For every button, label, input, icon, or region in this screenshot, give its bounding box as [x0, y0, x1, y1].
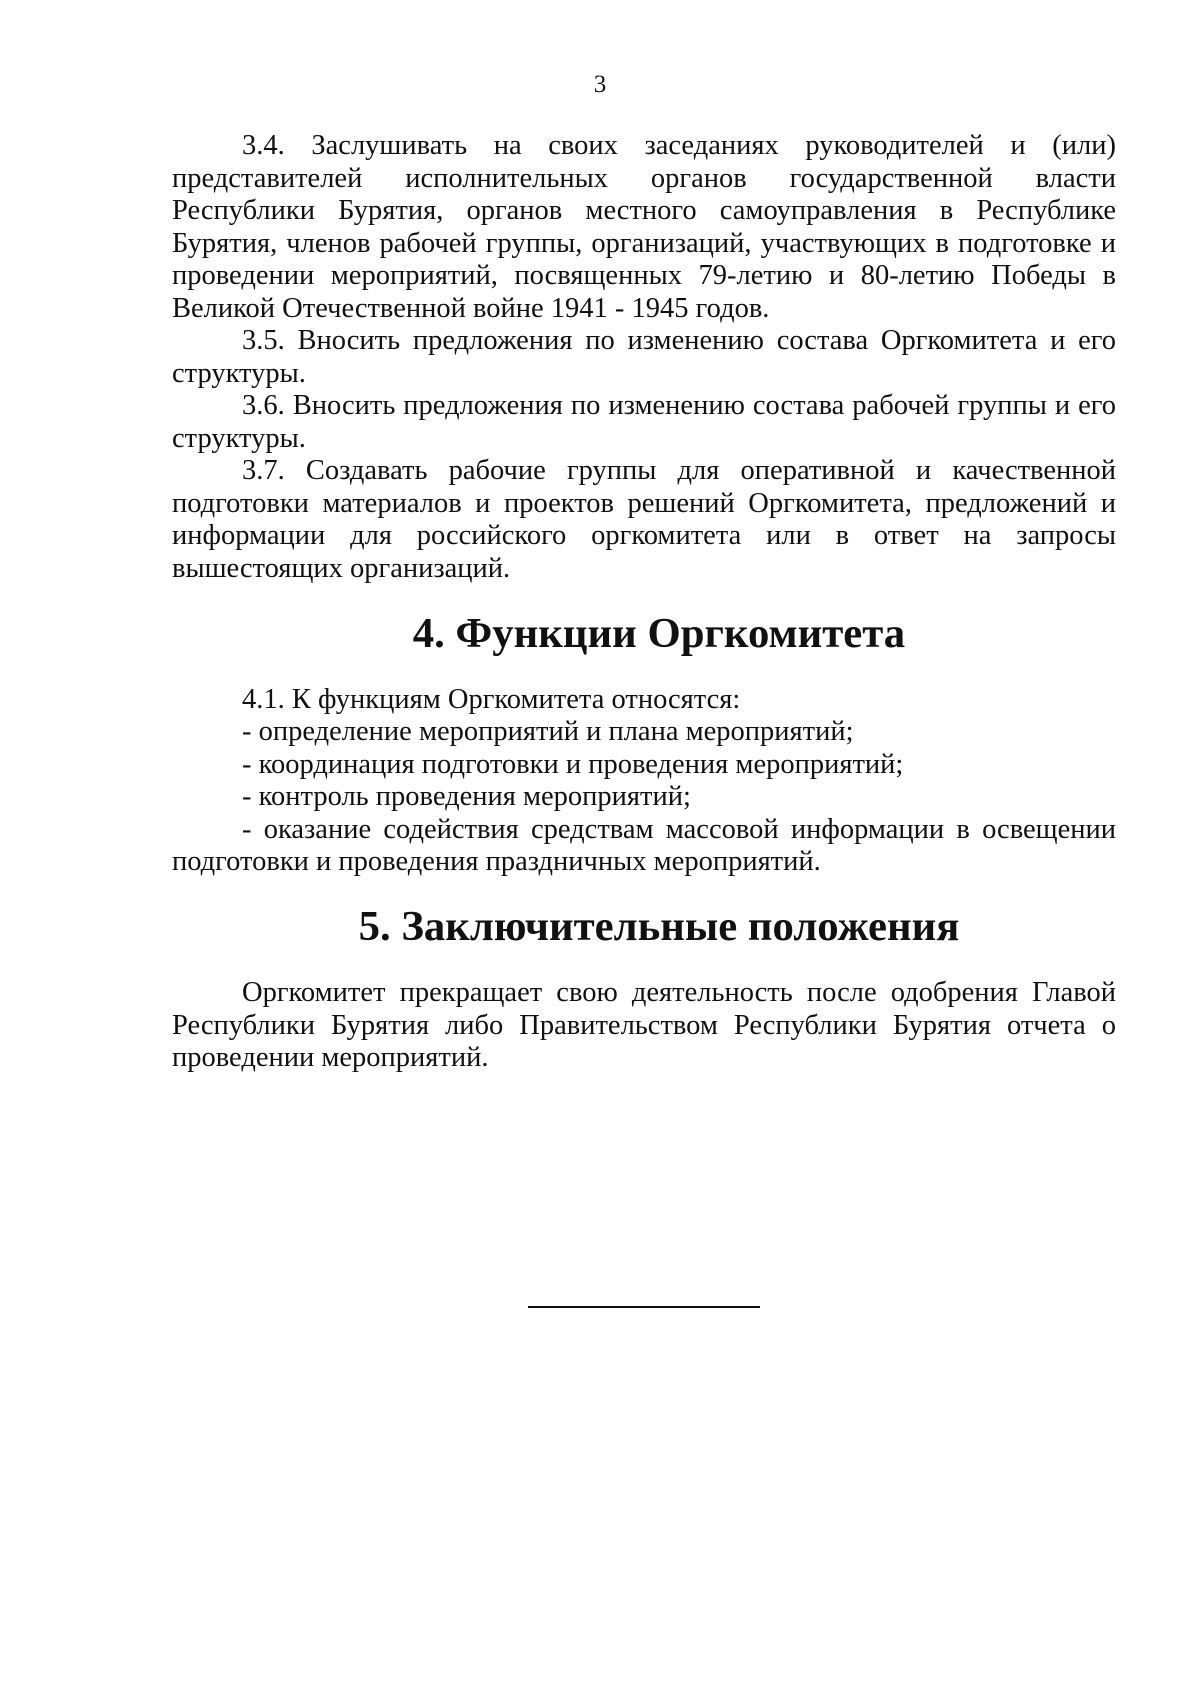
section-3-rights [172, 130, 1116, 585]
paragraph-3-6: 3.6. Вносить предложения по изменению состава рабочей группы и его структуры. [172, 390, 1116, 454]
section-4-functions [172, 684, 1116, 879]
document-body [172, 130, 1116, 1075]
paragraph-4-1: 4.1. К функциям Оргкомитета относятся: [242, 683, 741, 715]
section-5-heading: 5. Заключительные положения [358, 902, 960, 950]
end-divider-line [528, 1306, 760, 1308]
paragraph-3-4: 3.4. Заслушивать на своих заседаниях руководителей и (или) представителей исполнительных органов государственной власти Республики Бурятия, органов местного самоуправления в Республике Бурятия, членов рабочей группы, организаций, участвующих в подготовке и проведении мероприятий, посвященных 79-летию и 80-летию Победы в Великой Отечественной войне 1941 - 1945 годов. [172, 130, 1116, 324]
function-item: - определение мероприятий и плана мероприятий; [242, 716, 854, 747]
function-item: - координация подготовки и проведения мероприятий; [242, 748, 904, 780]
page-number: 3 [593, 71, 607, 98]
section-5-final [172, 977, 1116, 1075]
function-item: - оказание содействия средствам массовой информации в освещении подготовки и проведения праздничных мероприятий. [172, 813, 1116, 877]
section-4-heading: 4. Функции Оргкомитета [412, 610, 906, 657]
final-paragraph: Оргкомитет прекращает свою деятельность после одобрения Главой Республики Бурятия либо Правительством Республики Бурятия отчета о проведении мероприятий. [172, 977, 1116, 1073]
paragraph-3-7: 3.7. Создавать рабочие группы для оперативной и качественной подготовки материалов и проектов решений Оргкомитета, предложений и информации для российского оргкомитета или в ответ на запросы вышестоящих организаций. [172, 455, 1116, 584]
function-item: - контроль проведения мероприятий; [242, 781, 691, 812]
paragraph-3-5: 3.5. Вносить предложения по изменению состава Оргкомитета и его структуры. [172, 325, 1116, 389]
